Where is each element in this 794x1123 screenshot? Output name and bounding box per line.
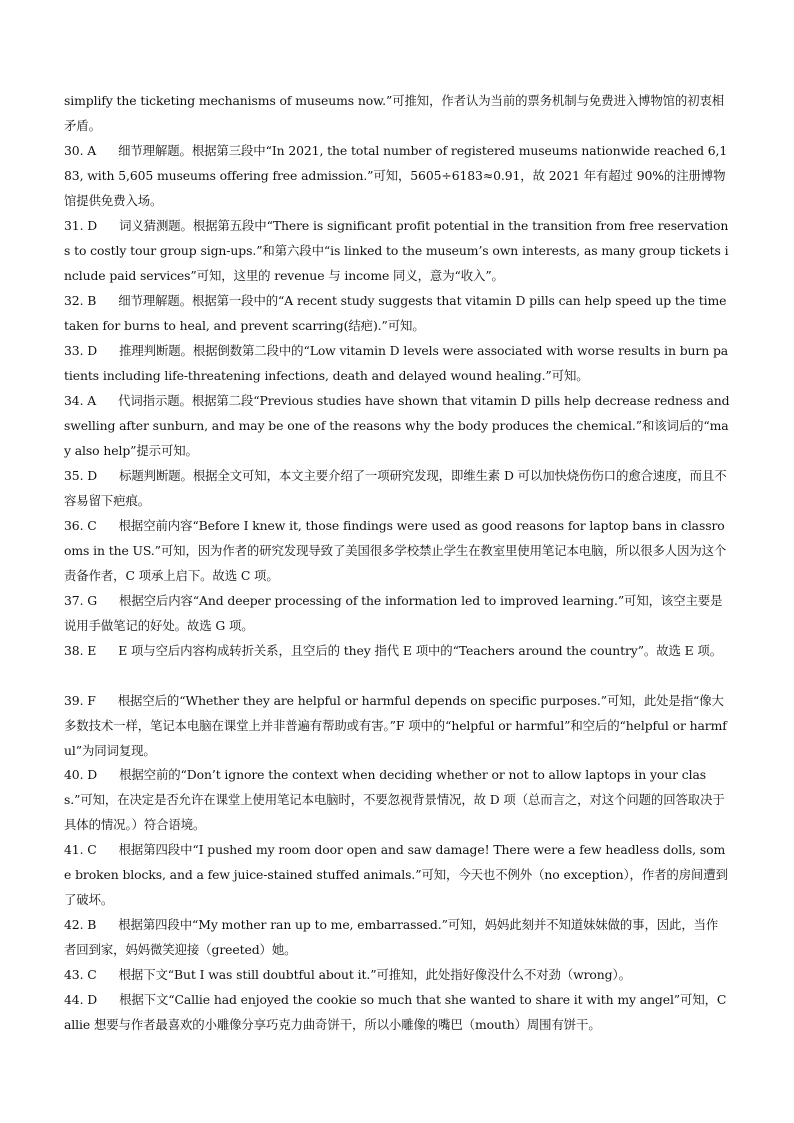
answer-explanation: 代词指示题。根据第二段“Previous studies have shown that vitamin D pills help decrease redness and swelling after sunburn, and may be one of the reasons why the body produces the chemical.”和该词后的“may also help”提示可知。	[64, 393, 730, 458]
answer-item-43	[64, 962, 730, 987]
answer-explanation: 根据下文“But I was still doubtful about it.”可推知，此处指好像没什么不对劲（wrong）。	[118, 967, 631, 982]
answer-label: 33. D	[64, 343, 98, 358]
answer-label: 40. D	[64, 767, 98, 782]
answer-explanation: 根据第四段中“My mother ran up to me, embarrassed.”可知，妈妈此刻并不知道妹妹做的事，因此，当作者回到家，妈妈微笑迎接（greeted）她。	[64, 917, 719, 957]
answer-explanation: 细节理解题。根据第三段中“In 2021, the total number of registered museums nationwide reached 6,183, with 5,605 museums offering free admission.”可知，5605÷6183≈0.91，故 2021 年有超过 90%的注册博物馆提供免费入场。	[64, 143, 728, 208]
answer-explanation: E 项与空后内容构成转折关系，且空后的 they 指代 E 项中的“Teachers around the country”。故选 E 项。	[118, 643, 723, 658]
answer-label: 31. D	[64, 218, 98, 233]
answer-label: 38. E	[64, 643, 97, 658]
answer-label: 35. D	[64, 468, 98, 483]
answer-item-41	[64, 837, 730, 912]
answer-item-32	[64, 288, 730, 338]
answer-explanation: 标题判断题。根据全文可知，本文主要介绍了一项研究发现，即维生素 D 可以加快烧伤伤口的愈合速度，而且不容易留下疤痕。	[64, 468, 727, 508]
paragraph-continuation	[64, 88, 730, 138]
answer-explanation: 根据第四段中“I pushed my room door open and saw damage! There were a few headless dolls, some broken blocks, and a few juice-stained stuffed animals.”可知，今天也不例外（no exception），作者的房间遭到了破坏。	[64, 842, 728, 907]
answer-item-33	[64, 338, 730, 388]
answer-explanation: 词义猜测题。根据第五段中“There is significant profit potential in the transition from free reservations to costly tour group sign-ups.”和第六段中“is linked to the museum’s own interests, as many group tickets include paid services”可知，这里的 revenue 与 income 同义，意为“收入”。	[64, 218, 729, 283]
answer-label: 30. A	[64, 143, 97, 158]
answer-explanation: 根据空后的“Whether they are helpful or harmful depends on specific purposes.”可知，此处是指“像大多数技术一样，笔记本电脑在课堂上并非普遍有帮助或有害。”F 项中的“helpful or harmful”和空后的“helpful or harmful”为同词复现。	[64, 693, 727, 758]
answer-explanation: 推理判断题。根据倒数第二段中的“Low vitamin D levels were associated with worse results in burn patients including life-threatening infections, death and delayed wound healing.”可知。	[64, 343, 729, 383]
answer-label: 44. D	[64, 992, 98, 1007]
answer-explanation: 根据空后内容“And deeper processing of the information led to improved learning.”可知，该空主要是说用手做笔记的好处。故选 G 项。	[64, 593, 723, 633]
paragraph-text: simplify the ticketing mechanisms of museums now.”可推知，作者认为当前的票务机制与免费进入博物馆的初衷相矛盾。	[64, 93, 725, 133]
answer-item-34	[64, 388, 730, 463]
answer-item-35	[64, 463, 730, 513]
answer-explanation: 根据空前的“Don’t ignore the context when deciding whether or not to allow laptops in your class.”可知，在决定是否允许在课堂上使用笔记本电脑时，不要忽视背景情况，故 D 项（总而言之，对这个问题的回答取决于具体的情况。）符合语境。	[64, 767, 725, 832]
answer-item-39	[64, 688, 730, 763]
answer-item-30	[64, 138, 730, 213]
answer-item-36	[64, 513, 730, 588]
answer-explanation: 细节理解题。根据第一段中的“A recent study suggests that vitamin D pills can help speed up the time taken for burns to heal, and prevent scarring(结疤).”可知。	[64, 293, 727, 333]
answer-label: 42. B	[64, 917, 97, 932]
answer-item-38	[64, 638, 730, 663]
answer-label: 41. C	[64, 842, 97, 857]
answer-item-40	[64, 762, 730, 837]
answer-label: 39. F	[64, 693, 96, 708]
answer-label: 32. B	[64, 293, 97, 308]
answer-item-44	[64, 987, 730, 1037]
answer-label: 34. A	[64, 393, 97, 408]
answer-explanation: 根据下文“Callie had enjoyed the cookie so much that she wanted to share it with my angel”可知，Callie 想要与作者最喜欢的小雕像分享巧克力曲奇饼干，所以小雕像的嘴巴（mouth）周围有饼干。	[64, 992, 727, 1032]
answer-label: 43. C	[64, 967, 97, 982]
answer-item-31	[64, 213, 730, 288]
answer-label: 36. C	[64, 518, 97, 533]
answer-item-42	[64, 912, 730, 962]
answer-label: 37. G	[64, 593, 98, 608]
answer-explanation: 根据空前内容“Before I knew it, those findings were used as good reasons for laptop bans in classrooms in the US.”可知，因为作者的研究发现导致了美国很多学校禁止学生在教室里使用笔记本电脑，所以很多人因为这个责备作者，C 项承上启下。故选 C 项。	[64, 518, 727, 583]
answer-item-37	[64, 588, 730, 638]
